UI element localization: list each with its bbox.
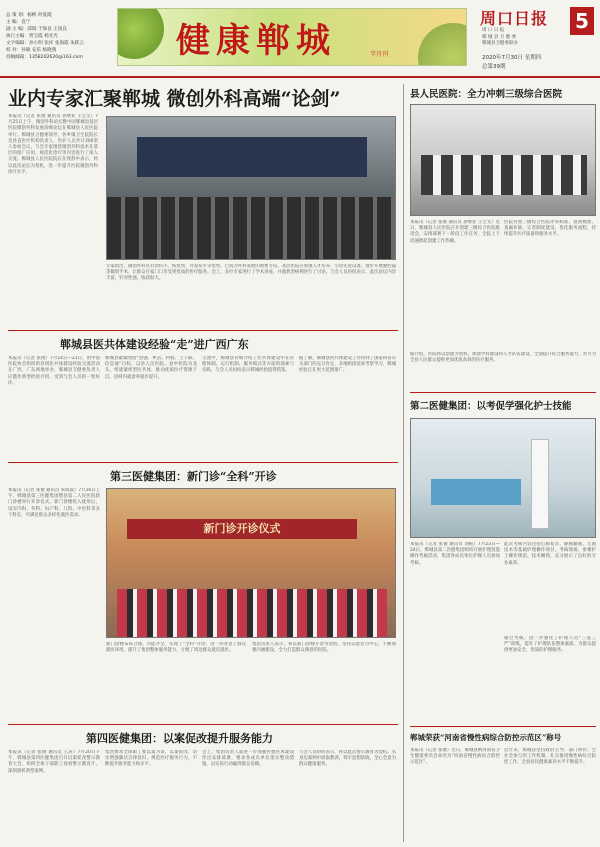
issue-number: 总第39期 bbox=[482, 64, 506, 70]
article-text: 集团负责人表示，将以新门诊楼开诊为契机，坚持以患者为中心，不断加强内涵建设，全力打造群众满意的医院。 bbox=[252, 642, 396, 654]
opening-ceremony-photo bbox=[106, 488, 396, 638]
article-text: 本报讯（记者 张俊 通讯员 王涛）7月20日下午，郸城县第四医健集团召开以案促改警示教育大会，组织全体干部职工观看警示教育片，深刻剖析典型案例。 bbox=[8, 750, 100, 774]
leaf-decoration-icon bbox=[117, 8, 164, 59]
divider bbox=[8, 724, 398, 725]
credit-line: 文字编辑：孙小明 张祥 张海霞 朱跃云 bbox=[6, 41, 84, 46]
article-text: 新门诊楼布局合理、功能齐全，实现了“全科”开诊，进一步改善了群众就医环境，提升了集团整体服务能力，方便了周边群众就近就医。 bbox=[106, 642, 246, 654]
article-text: 此次考核内容包括心肺复苏、静脉输液、无菌技术等基础护理操作项目。考核现场，参赛护士操作规范、技术娴熟，充分展示了良好的专业素养。 bbox=[504, 542, 596, 566]
nurse-training-photo bbox=[410, 418, 596, 538]
leaf-decoration-icon bbox=[418, 23, 467, 66]
credit-line: 副 主 编：邱瑞 于保良 王国良 bbox=[6, 27, 67, 32]
article-text: 近年来，郸城县坚持政府主导、部门协作、全社会参与的工作机制，扎实推进慢性病综合防控工作，全县居民健康素养水平不断提升。 bbox=[504, 748, 596, 766]
divider bbox=[410, 726, 596, 727]
conference-photo bbox=[106, 116, 396, 260]
article-text: 据介绍，医院将以创建为契机，加强学科建设和人才队伍建设，全面提升综合服务能力，努力为全县人民群众提供更加优质高效的医疗服务。 bbox=[410, 352, 596, 364]
main-headline: 业内专家汇聚郸城 微创外科高端“论剑” bbox=[8, 88, 341, 110]
publisher-line: 郸 城 县 卫 健 委 bbox=[482, 34, 517, 40]
hospital-meeting-photo bbox=[410, 104, 596, 216]
article-text: 本报讯（记者 张俊 通讯员 孙继业 王宝文）近日，郸城县人民医院召开创建三级综合医院推进会，安排部署下一阶段工作任务，全院上下迅速掀起创建工作热潮。 bbox=[410, 220, 500, 244]
main-article-text: 专家指出，微创外科具有创伤小、恢复快、并发症少等优势，已成为外科发展的重要方向。基层医院应加强人才培养，引进先进设备，逐步开展腹腔镜等微创手术，让群众在家门口享受到优质的医疗服务。会上，多位专家进行了学术讲座，并就典型病例进行了讨论。与会人员纷纷表示，此次论坛内容丰富，针对性强，收获很大。 bbox=[106, 264, 396, 282]
ceremony-attendees bbox=[117, 589, 387, 638]
page-number: 5 bbox=[570, 7, 594, 35]
article-text: 本报讯（记者 张俊）近日，郸城县被河南省卫生健康委员会命名为“河南省慢性病综合防控示范区”。 bbox=[410, 748, 500, 766]
article-headline: 第二医健集团：以考促学强化护士技能 bbox=[410, 401, 572, 412]
section-banner bbox=[117, 8, 467, 66]
article-text: 医院对照三级综合医院评审标准，逐条梳理，查漏补缺，完善制度建设，优化服务流程，持续提升医疗质量和服务水平。 bbox=[504, 220, 596, 238]
publisher-line: 周 口 日 报 bbox=[482, 28, 505, 33]
credit-line: 校 对：孙敏 安乐 杨晓燕 bbox=[6, 48, 57, 53]
article-headline: 第四医健集团：以案促改提升服务能力 bbox=[86, 732, 273, 745]
article-text: 会上，集团负责人就进一步加强医德医风建设作出安排部署，要求各成员单位落实整改措施，以实际行动赢得群众信赖。 bbox=[202, 750, 294, 768]
divider bbox=[8, 462, 398, 463]
nurse-figure bbox=[531, 439, 549, 529]
credit-line: 主 编：袁宁 bbox=[6, 20, 31, 25]
column-divider bbox=[403, 84, 404, 842]
meeting-attendees bbox=[421, 155, 587, 195]
credit-line: 总 策 划：杨彬 何爱霞 bbox=[6, 13, 52, 18]
article-headline: 郸城县医共体建设经验“走”进广西广东 bbox=[60, 338, 249, 351]
credit-line: 投稿邮箱：1358202620@163.com bbox=[6, 55, 83, 60]
publisher-info bbox=[482, 28, 568, 48]
article-text: 通过考核，进一步强化了护理人员“三基三严”训练，提升了护理队伍整体素质，为群众提供更加安全、优质的护理服务。 bbox=[504, 636, 596, 654]
divider bbox=[8, 330, 398, 331]
article-headline: 县人民医院：全力冲刺三级综合医院 bbox=[410, 89, 563, 100]
publisher-line: 郸城县卫健委联办 bbox=[482, 41, 518, 46]
ceremony-banner: 新门诊开诊仪式 bbox=[127, 519, 357, 539]
banner-title: 健康郸城 bbox=[176, 21, 336, 61]
stage-screen bbox=[137, 137, 367, 177]
article-text: 本报讯（记者 张俊）7月14日—21日，由中国医院协会组织的县域医共体建设经验交流活动在广西、广东两地举办，郸城县卫健委负责人应邀作典型经验介绍，受到与会人员的一致好评。 bbox=[8, 356, 100, 386]
article-headline: 第三医健集团：新门诊“全科”开诊 bbox=[110, 470, 277, 483]
article-text: 本报讯（记者 张俊 通讯员 朱海波）7月16日上午，郸城县第三医健集团暨县第二人民医院新门诊楼举行开诊仪式。新门诊楼投入使用后，设有内科、外科、妇产科、儿科、中医科等多个科室，可满足群众多样化就医需求。 bbox=[8, 488, 100, 518]
editorial-credits bbox=[6, 12, 111, 61]
article-headline: 郸城荣获“河南省慢性病综合防控示范区”称号 bbox=[410, 733, 562, 742]
paper-logo: 周口日报 bbox=[480, 9, 549, 28]
training-bed bbox=[431, 479, 521, 505]
credit-line: 执行主编：贾宝霞 杨光光 bbox=[6, 34, 58, 39]
article-text: 交流中，郸城县详细介绍了医共体建设中在管理体制、运行机制、服务模式等方面的探索与实践，与会人员纷纷表示郸城经验值得借鉴。 bbox=[202, 356, 294, 374]
audience-rows bbox=[107, 197, 396, 260]
divider bbox=[410, 392, 596, 393]
article-text: 据了解，郸城县医共体建设工作得到了国家和省有关部门的充分肯定，多地组团前来考察学习，郸城经验正在更大范围推广。 bbox=[299, 356, 396, 374]
article-text: 集团要求全体职工要以案为鉴、以案促改，切实增强廉洁自律意识，规范医疗服务行为，不断提升服务能力和水平。 bbox=[105, 750, 197, 768]
issue-date: 2020年7月30日 星期四 bbox=[482, 55, 542, 61]
main-article-text: 本报讯（记者 张俊 通讯员 孙继业 王宝文）7月25日上午，微创外科论坛暨中国郸城县基层医院微创外科发展高峰论坛在郸城县人民医院举行。郸城县卫健委领导、各乡镇卫生院院长及县直医疗机构负责人、医护人员共计200余人参加会议。与会专家围绕微创外科技术在基层的推广应用、规范化诊疗等内容进行了深入交流。郸城县人民医院院长在致辞中表示，将以此次论坛为契机，进一步提升医院微创外科诊疗水平。 bbox=[8, 114, 98, 175]
article-text: 与会人员纷纷表示，将以此次警示教育为契机，从身边案例中汲取教训，筑牢思想防线，全心全意为群众健康服务。 bbox=[299, 750, 396, 768]
banner-subtitle: 半月刊 bbox=[370, 51, 389, 58]
article-text: 本报讯（记者 张俊 通讯员 刘振）7月23日—24日，郸城县第二医健集团组织开展护理技能操作考核活动，集团各成员单位护理人员参加考核。 bbox=[410, 542, 500, 566]
article-text: 郸城县紧紧围绕“县强、乡活、村稳、上下联、信息通”目标，以县人民医院、县中医院为龙头，组建紧密型医共体，推动优质医疗资源下沉，县域内就诊率稳步提升。 bbox=[105, 356, 197, 380]
